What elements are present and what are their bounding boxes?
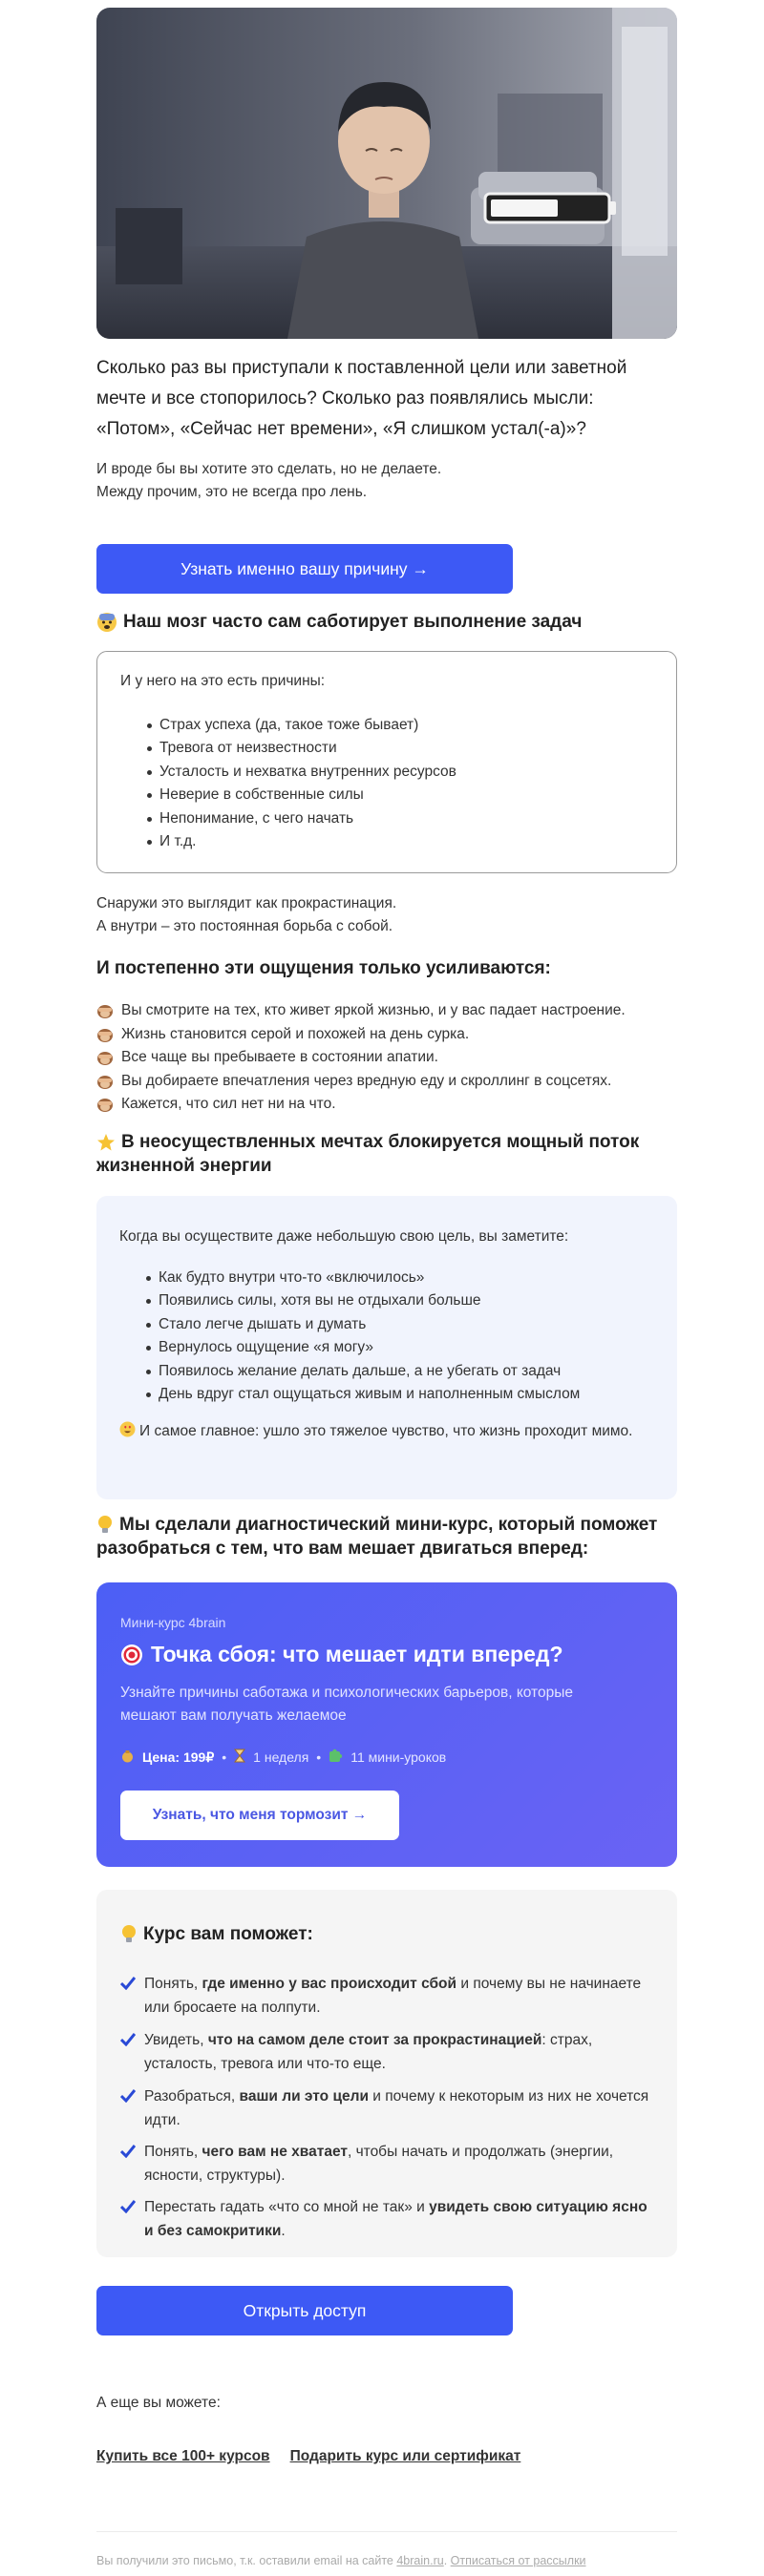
hourglass-icon — [234, 1749, 245, 1766]
benefits-lead: Когда вы осуществите даже небольшую свою цель, вы заметите: — [119, 1228, 569, 1245]
list-item: Непонимание, с чего начать — [159, 807, 456, 830]
anxious-face-icon — [96, 612, 117, 633]
list-item — [96, 1093, 677, 1117]
benefits-box — [96, 1196, 677, 1499]
benefits-footnote — [119, 1419, 654, 1443]
reasons-box — [96, 651, 677, 873]
meta-separator: • — [222, 1749, 227, 1765]
benefit-text: Понять, — [144, 2144, 202, 2160]
intro-text: Сколько раз вы приступали к поставленной цели или заветной мечте и все стопорилось? Сколько раз появлялись мысли: «Потом», «Сейчас нет времени», «Я слишком устал(-а)»? — [96, 358, 627, 439]
benefit-text: Понять, — [144, 1976, 202, 1992]
list-item: Вернулось ощущение «я могу» — [159, 1336, 580, 1359]
unsubscribe-link[interactable]: Отписаться от рассылки — [450, 2554, 586, 2567]
heading-worse: И постепенно эти ощущения только усиливаются: — [96, 958, 551, 978]
benefit-text: Разобраться, — [144, 2088, 240, 2105]
benefit-item — [120, 2195, 655, 2243]
heading-course — [96, 1513, 677, 1560]
check-mark-icon — [120, 2145, 136, 2158]
list-item: Появилось желание делать дальше, а не убегать от задач — [159, 1360, 580, 1383]
meta-separator: • — [316, 1749, 322, 1765]
paragraph-line: Между прочим, это не всегда про лень. — [96, 484, 368, 500]
course-title-text: Точка сбоя: что мешает идти вперед? — [151, 1642, 563, 1666]
benefit-emphasis: что на самом деле стоит за прокрастинацией — [207, 2032, 542, 2048]
benefit-emphasis: чего вам не хватает — [202, 2144, 348, 2160]
footer-divider — [96, 2531, 677, 2532]
benefit-emphasis: увидеть свою ситуацию ясно и без самокритики — [144, 2199, 647, 2239]
benefit-text: и почему к некоторым из них не хочется идти. — [144, 2088, 649, 2128]
heading-line: жизненной энергии — [96, 1156, 272, 1176]
check-mark-icon — [120, 2200, 136, 2213]
heading-line: Мы сделали диагностический мини-курс, который поможет — [119, 1515, 658, 1535]
footer-punct: . — [443, 2554, 451, 2567]
list-item-text: Кажется, что сил нет ни на что. — [121, 1096, 336, 1112]
benefit-text: и почему вы не начинаете или бросаете на полпути. — [144, 1976, 642, 2016]
course-cta-button[interactable]: Узнать, что меня тормозит → — [120, 1791, 399, 1840]
see-no-evil-monkey-icon — [96, 1097, 114, 1112]
find-cause-button[interactable]: Узнать именно вашу причину → — [96, 544, 513, 594]
see-no-evil-monkey-icon — [96, 1050, 114, 1065]
money-bag-icon — [120, 1749, 135, 1766]
list-item: Появились силы, хотя вы не отдыхали больше — [159, 1289, 580, 1312]
course-kicker: Мини-курс 4brain — [120, 1615, 226, 1630]
benefit-text: , чтобы начать и продолжать (энергии, ясности, структуры). — [144, 2144, 614, 2184]
list-item — [96, 1046, 677, 1070]
benefit-text: Увидеть, — [144, 2032, 208, 2048]
paragraph-line: А внутри – это постоянная борьба с собой. — [96, 918, 393, 934]
course-benefits-title — [120, 1924, 313, 1945]
paragraph-outside-inside — [96, 892, 677, 938]
benefit-emphasis: где именно у вас происходит сбой — [202, 1976, 457, 1992]
heading-line: разобраться с тем, что вам мешает двигаться вперед: — [96, 1539, 589, 1559]
benefit-item — [120, 2084, 655, 2132]
course-meta — [120, 1749, 446, 1766]
benefit-item — [120, 2028, 655, 2076]
gift-course-link[interactable]: Подарить курс или сертификат — [289, 2448, 521, 2464]
list-item: И т.д. — [159, 830, 456, 853]
target-icon — [120, 1644, 143, 1666]
check-mark-icon — [120, 2089, 136, 2103]
buy-all-courses-link[interactable]: Купить все 100+ курсов — [96, 2448, 270, 2464]
check-mark-icon — [120, 2033, 136, 2046]
list-item — [96, 999, 677, 1023]
list-item: Усталость и нехватка внутренних ресурсов — [159, 761, 456, 784]
list-item — [96, 1070, 677, 1094]
footer-note — [96, 2554, 586, 2567]
benefit-text: . — [281, 2223, 286, 2239]
course-title — [120, 1642, 563, 1667]
paragraph-line: Снаружи это выглядит как прокрастинация. — [96, 895, 397, 911]
reasons-lead: И у него на это есть причины: — [120, 673, 326, 689]
see-no-evil-monkey-icon — [96, 1074, 114, 1089]
see-no-evil-monkey-icon — [96, 1027, 114, 1042]
heart-eyes-icon — [119, 1421, 136, 1437]
list-item-text: Вы добираете впечатления через вредную еду и скроллинг в соцсетях. — [121, 1072, 612, 1089]
course-duration: 1 неделя — [253, 1749, 309, 1765]
benefit-item — [120, 2140, 655, 2188]
footer-text: Вы получили это письмо, т.к. оставили email на сайте — [96, 2554, 397, 2567]
hero-image — [96, 8, 677, 339]
benefits-list — [119, 1267, 580, 1406]
extra-links — [96, 2448, 677, 2465]
list-item: Неверие в собственные силы — [159, 784, 456, 806]
symptoms-list — [96, 999, 677, 1117]
benefit-text: : страх, усталость, тревога или что-то еще. — [144, 2032, 593, 2072]
paragraph-hesitation — [96, 458, 677, 504]
heading-text: Наш мозг часто сам саботирует выполнение задач — [123, 612, 583, 632]
heading-energy — [96, 1130, 677, 1178]
benefits-footnote-text: И самое главное: ушло это тяжелое чувство, что жизнь проходит мимо. — [139, 1423, 633, 1439]
list-item — [96, 1023, 677, 1047]
open-access-button[interactable]: Открыть доступ — [96, 2286, 513, 2335]
benefit-emphasis: ваши ли это цели — [239, 2088, 369, 2105]
course-price: Цена: 199₽ — [142, 1749, 215, 1765]
course-subtitle: Узнайте причины саботажа и психологических барьеров, которые мешают вам получать желаемое — [120, 1685, 573, 1724]
list-item: Как будто внутри что-то «включилось» — [159, 1267, 580, 1289]
light-bulb-icon — [120, 1924, 138, 1945]
benefit-text: Перестать гадать «что со мной не так» и — [144, 2199, 430, 2215]
heading-line: В неосуществленных мечтах блокируется мощный поток — [121, 1132, 640, 1152]
heading-brain — [96, 610, 677, 634]
puzzle-icon — [329, 1749, 343, 1766]
course-benefits-title-text: Курс вам поможет: — [143, 1924, 313, 1944]
course-card — [96, 1582, 677, 1867]
site-link[interactable]: 4brain.ru — [396, 2554, 444, 2567]
see-no-evil-monkey-icon — [96, 1003, 114, 1018]
paragraph-line: И вроде бы вы хотите это сделать, но не делаете. — [96, 461, 442, 477]
also-text: А еще вы можете: — [96, 2395, 221, 2411]
list-item: Тревога от неизвестности — [159, 737, 456, 760]
light-bulb-icon — [96, 1515, 114, 1536]
list-item-text: Все чаще вы пребываете в состоянии апатии. — [121, 1049, 438, 1065]
list-item-text: Вы смотрите на тех, кто живет яркой жизнью, и у вас падает настроение. — [121, 1002, 626, 1018]
reasons-list — [120, 714, 456, 853]
list-item: Стало легче дышать и думать — [159, 1313, 580, 1336]
course-lessons: 11 мини-уроков — [350, 1749, 447, 1765]
check-mark-icon — [120, 1977, 136, 1990]
course-benefits-box — [96, 1890, 677, 2257]
list-item: День вдруг стал ощущаться живым и наполненным смыслом — [159, 1383, 580, 1406]
list-item: Страх успеха (да, такое тоже бывает) — [159, 714, 456, 737]
glowing-star-icon — [96, 1133, 116, 1152]
list-item-text: Жизнь становится серой и похожей на день сурка. — [121, 1025, 470, 1042]
benefit-item — [120, 1972, 655, 2020]
